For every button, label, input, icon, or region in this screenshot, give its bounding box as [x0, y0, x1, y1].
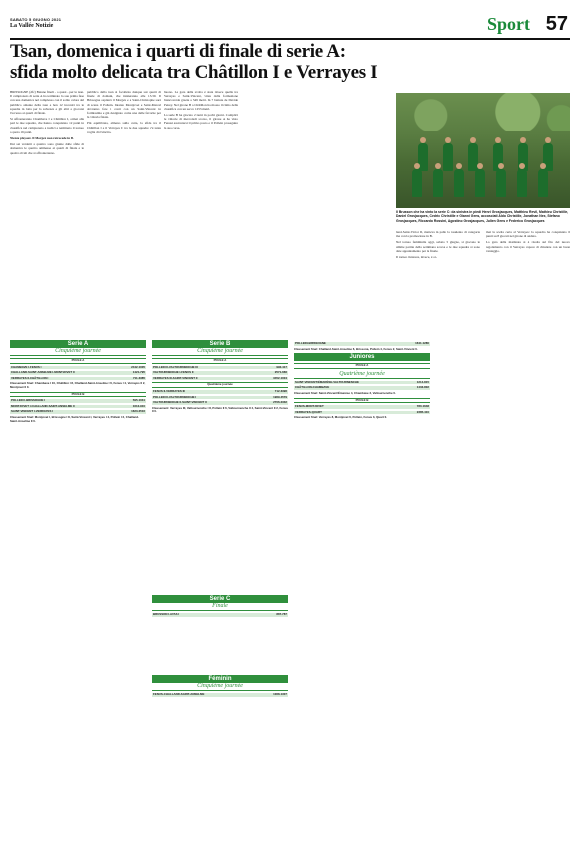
match-score: 711-3385	[132, 375, 145, 380]
match-teams: POLLEIN I-BRISSOGNE I	[11, 398, 46, 403]
round-label: Quatrième journée	[152, 382, 288, 388]
match-teams: VERRAYES-QUART	[295, 409, 322, 414]
pool-label: POULE B	[294, 398, 430, 404]
match-score: 1068-1307	[273, 692, 287, 696]
headline	[10, 41, 570, 83]
headline-line-2: sfida molto delicata tra Châtillon I e Verrayes I	[10, 62, 378, 83]
masthead	[10, 13, 570, 37]
article-para: Si affronteranno Chambave I e Châtillon I, ormai alla pari le due squadre, che hanno conquistato 12 punti in classifica nel campionato a tredici e terminato il torneo a quota 16 punti.	[10, 117, 84, 134]
photo-caption: Il Brusson che ha vinto la serie C: da sinistra in piedi Henri Grosjacques, Matthieu Revil, Mathieu Christille, Daniel Grosjacques, Cedric Christille e Gianni Gens, accosciati Aldo Christille, Jonathan Nex, Stefano Grosjacques, Riccardo Rossini, Agostino Grosjacques, Julien Gens e Federico Grosjacques	[396, 210, 569, 223]
match-header	[152, 401, 288, 405]
match-score: 595-1031	[132, 398, 145, 403]
match-header	[152, 377, 288, 381]
feminin-subheader: Cinquième journée	[152, 683, 288, 691]
standings: Classement final: Challand-Saint-Anselme 6, Brissona, Pollein 4, Fenus 2, Saint-Vincent 0.	[294, 346, 418, 351]
player-figure	[412, 169, 422, 197]
match-header	[152, 693, 288, 697]
match-score: 2706-2332	[273, 400, 287, 405]
player-head	[420, 137, 426, 143]
player-figure	[433, 169, 443, 197]
match-teams: CHAMBAVE I-FENUS I	[11, 364, 42, 369]
player-head	[456, 163, 462, 169]
player-head	[445, 137, 451, 143]
article-para: La serie B ha giocato 2 turni in pochi giorni. Complici le vittorie di mercoledì scorso, il girone A ha visto Fenusi assicurarsi il primo posto e il Pollein proseguire la sua corsa.	[164, 113, 238, 130]
team-photo	[396, 93, 570, 208]
article-para: land-Saint-Victor II, metteva in pallo la tosulento di categoria ma con la promozione in B.	[396, 230, 480, 239]
serie-b-subheader: Cinquième journée	[152, 348, 288, 356]
match-score: 1969-4579	[273, 394, 287, 399]
article-para: Dai sei verdetti a quattro sono giunte dalle sfide di domenica le quattro ammesse ai quarti di finale e le quattro rivali che si affronteranno.	[10, 142, 84, 155]
match-header	[294, 411, 430, 415]
match-teams: SAINT-VINCENT I-VERRAYES I	[11, 409, 53, 414]
article-para: Nel torneo femminile oggi, sabato 5 giugno, si giocano le ultime partite della settimana scorsa e le due squadre si sono date appuntamento per la finale.	[396, 240, 480, 253]
feminin-results	[152, 691, 288, 826]
paper-name: La Vallée Notizie	[10, 23, 54, 29]
match-score: 780-1648	[416, 404, 429, 409]
article-para: BRISSOGNE (dfc) Batune finali - o quasi - per le tsan. Il campionato di serie A ha terminato la sua prima fase con una domenica nel complesso con il solito calore del pubblico amante della tsan e ben 12 incontri tra le squadre in lotta per la salvezza e gli altri a giocarsi l'accesso ai quarti di finale.	[10, 90, 84, 116]
section-title: Sport	[486, 14, 530, 34]
serie-b-results	[152, 356, 288, 586]
match-header	[10, 399, 146, 403]
match-header	[10, 405, 146, 409]
article-column-3	[164, 90, 238, 340]
player-figure	[538, 169, 548, 197]
match-score: 1421-795	[132, 370, 145, 375]
article-column-2	[87, 90, 161, 340]
match-score: 2385-410	[416, 409, 429, 414]
article-column-5	[486, 230, 570, 330]
team-group	[406, 133, 560, 193]
match-score: 1214-815	[416, 379, 429, 384]
match-teams: CHALLAND-SAINT-ANSELME I-MONTJOVET II	[11, 370, 75, 375]
header-rule	[10, 38, 570, 40]
match-header	[294, 386, 430, 390]
match-header	[294, 342, 430, 346]
player-head	[519, 163, 525, 169]
match-score: 2571-666	[274, 370, 287, 375]
standings: Classement final: Verrayes 8, Montjovet 6, Pollein, Fenus 3, Quart 0.	[294, 415, 388, 420]
match-header	[10, 371, 146, 375]
match-header	[294, 405, 430, 409]
player-figure	[496, 169, 506, 197]
standings: Classement final: Montjovet I, Brissogne I 8, Saint-Vincent I, Verrayes I 4, Pollein I 2, Challand-Saint-Anselme II 0.	[10, 414, 139, 423]
match-header	[152, 390, 288, 394]
article-para: pubblico della tsan si focalizza dunque sui quarti di finale di domani, che inizieranno alle 13.30. Il Brissogne ospiterà il Morgex e a Saint-Christophe sarà di scena il Pollein. Intanto Montjovet e Saint-Marcel dovranno fare i conti con un Saint-Vincent in formissima e già designato come una delle favorite per la vittoria finale.	[87, 90, 161, 120]
player-head	[545, 137, 551, 143]
article-subhead: Niente playout. Il Morgex non retrocede in B.	[10, 136, 74, 141]
juniores-header: Juniores	[294, 353, 430, 361]
article-column-4	[396, 230, 480, 330]
match-score: 3452-1004	[273, 375, 287, 380]
serie-a-subheader: Cinquième journée	[10, 348, 146, 356]
match-score: 1641-1280	[415, 341, 429, 345]
player-figure	[454, 169, 464, 197]
juniores-subheader: Quatrième journée	[294, 371, 430, 379]
match-score: 992-417	[276, 364, 287, 369]
article-para: La gara della mattinata si è risolta sul filo del nuovo regolamento con il Verrayes capace di chiudere con un buon vantaggio.	[486, 240, 570, 253]
match-header	[10, 410, 146, 414]
match-score: 2442-1005	[131, 364, 145, 369]
pool-label: POULE B	[10, 392, 146, 398]
match-teams: CHÂTILLON-CHAMBAVE	[295, 385, 330, 390]
match-header	[152, 366, 288, 370]
player-head	[495, 137, 501, 143]
match-teams: POLLEIN II-VALTOURNENCHE I	[153, 394, 197, 399]
match-teams: FENUS-CHALLAND-SAINT-ANSELME	[153, 692, 205, 696]
article-para: buono. La gara della svolta è stata invece quella tra Verrayes e Saint-Vincent, vinta dalla formazione biancoverde grazie a 549 metri. In 7 battute de Davide Petrey. Nel girone B a Châtillon ha mosso il ritmo della classifica con un secco 1253 metri.	[164, 90, 238, 111]
standings: Classement final: Saint-Vincent/Émarèse 4, Chambave 2, Valtournenche 0.	[294, 390, 396, 395]
issue-date: SABATO 5 GIUGNO 2021	[10, 17, 62, 22]
match-header	[152, 371, 288, 375]
player-head	[477, 163, 483, 169]
player-figure	[517, 169, 527, 197]
article-para: mai la scelta certa al Verrayes: la squadra ha conquistato 6 punti su 8 giocati nel girone di andata.	[486, 230, 570, 239]
article-para: Il torneo Juniores, invece, è or-	[396, 255, 438, 260]
match-score: 887-787	[276, 612, 287, 616]
match-teams: BRUSSON I-AYAS I	[153, 612, 180, 616]
match-header	[152, 396, 288, 400]
serie-b-header: Serie B	[152, 340, 288, 348]
match-header	[10, 377, 146, 381]
pool-label: POULE A	[294, 363, 430, 369]
right-results	[294, 340, 430, 826]
serie-a-header: Serie A	[10, 340, 146, 348]
match-teams: FENUS II-VERRAYES III	[153, 388, 186, 393]
player-head	[520, 137, 526, 143]
match-score: 1612-910	[132, 403, 145, 408]
match-header	[294, 381, 430, 385]
page-footer	[10, 828, 570, 834]
match-teams: VERRAYES III-SAINT-VINCENT II	[153, 375, 198, 380]
serie-c-subheader: Finale	[152, 603, 288, 611]
pool-label: POULE A	[10, 358, 146, 364]
player-head	[470, 137, 476, 143]
match-teams: SAINT-VINCENT/ÉMARÈSE-VALTOURNENCHE	[295, 379, 359, 384]
pool-label: POULE A	[152, 358, 288, 364]
standings: Classement: Verrayes III, Valtournenche I 8, Pollein II 6, Valtournenche II 4, Saint-Vincent II 2, Fenus II 0.	[152, 405, 288, 414]
player-figure	[443, 143, 453, 171]
match-header	[152, 613, 288, 617]
standings: Classement final: Chambave I 10, Châtillon I 8, Challand-Saint-Anselme I 6, Fenus I 4, Verrayes II 2, Montjovet II 0.	[10, 381, 146, 389]
match-teams: FENUS-MONTJOVET	[295, 404, 324, 409]
serie-c-results	[152, 611, 288, 671]
match-teams: VALTOURNENCHE I-FENUS II	[153, 370, 194, 375]
serie-a-results	[10, 356, 146, 826]
match-score: 1623-2516	[131, 409, 145, 414]
photo-background	[396, 93, 570, 131]
match-teams: POLLEIN II-VALTOURNENCHE III	[153, 364, 198, 369]
match-teams: VERRAYES II-CHÂTILLON I	[11, 375, 49, 380]
player-figure	[475, 169, 485, 197]
serie-c-header: Serie C	[152, 595, 288, 603]
headline-line-1: Tsan, domenica i quarti di finale di serie A:	[10, 41, 346, 62]
player-head	[414, 163, 420, 169]
match-teams: VALTOURNENCHE II-SAINT-VINCENT II	[153, 400, 207, 405]
player-head	[435, 163, 441, 169]
match-teams: POLLEIN-BRISSOGNE	[295, 341, 326, 345]
feminin-header: Féminin	[152, 675, 288, 683]
article-column-1	[10, 90, 84, 340]
match-score: 1433-802	[416, 385, 429, 390]
match-score: 712-3396	[274, 388, 287, 393]
match-header	[10, 366, 146, 370]
article-para: Più equilibrata, almeno sulla carta, la sfida tra il Châtillon I e il Verrayes I: tra le due squadre c'è tanta voglia di rivincita.	[87, 121, 161, 134]
player-head	[498, 163, 504, 169]
page-number: 57	[545, 13, 568, 35]
player-head	[540, 163, 546, 169]
match-teams: MONTJOVET I-CHALLAND-SAINT-ANSELME II	[11, 403, 75, 408]
